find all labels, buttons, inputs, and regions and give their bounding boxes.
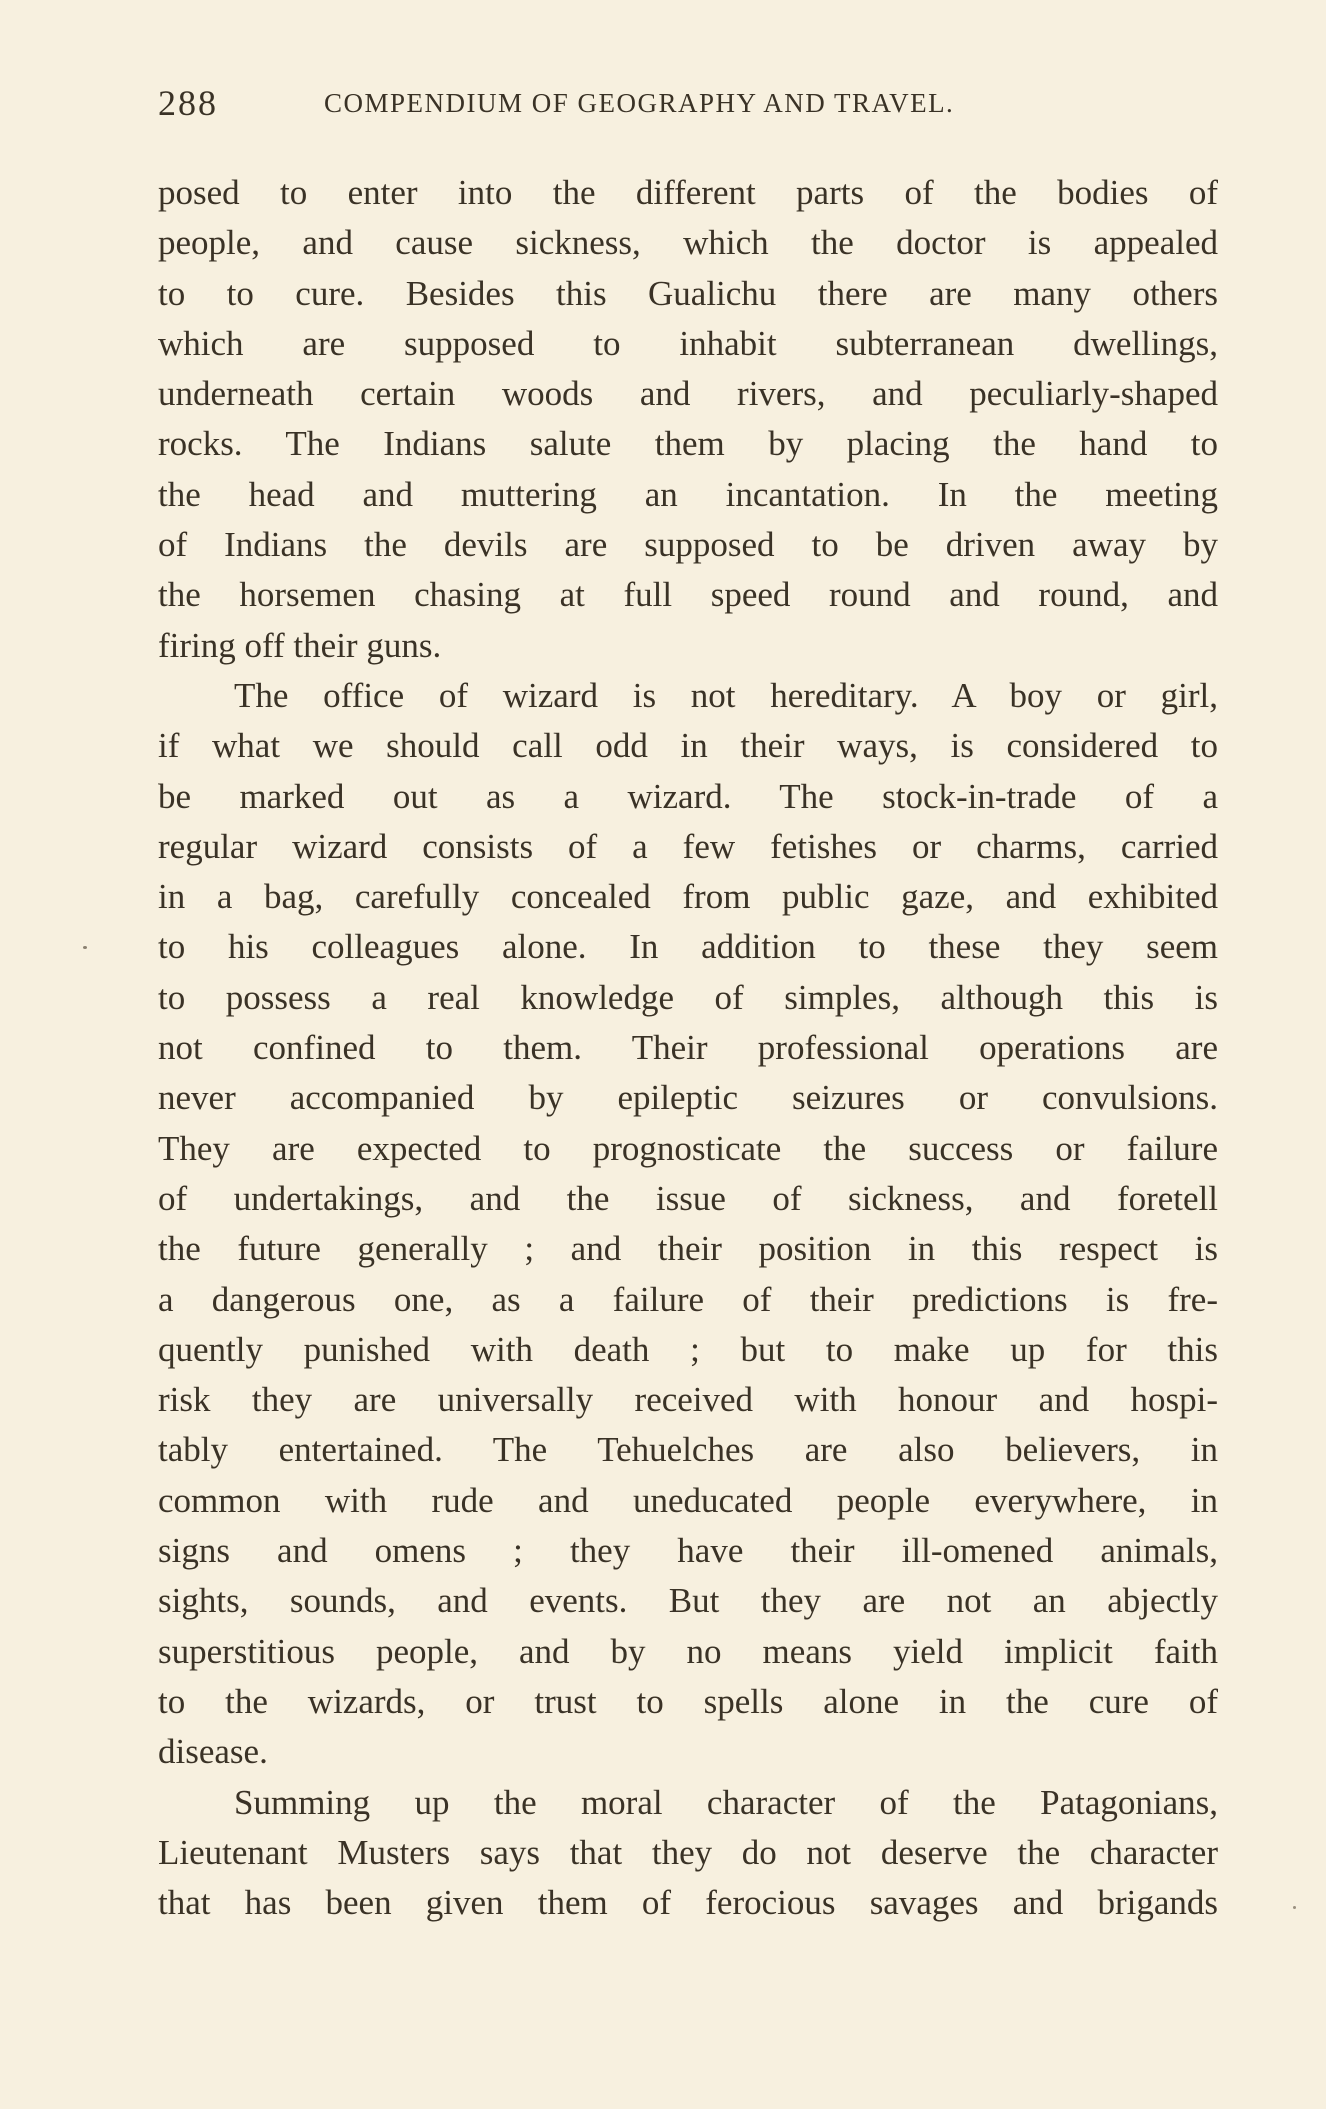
text-line: sights, sounds, and events. But they are not an abjectly — [158, 1581, 1218, 1621]
text-line: tably entertained. The Tehuelches are also believers, in — [158, 1430, 1218, 1470]
paper-speck — [1293, 1906, 1296, 1909]
text-line: that has been given them of ferocious savages and brigands — [158, 1883, 1218, 1923]
paragraph-end-line: disease. — [158, 1732, 268, 1772]
text-line: to possess a real knowledge of simples, although this is — [158, 977, 1218, 1017]
paper-speck — [83, 946, 87, 949]
text-line: They are expected to prognosticate the success or failure — [158, 1128, 1218, 1168]
text-line: to his colleagues alone. In addition to these they seem — [158, 927, 1218, 967]
text-line: risk they are universally received with honour and hospi- — [158, 1380, 1218, 1420]
text-line: a dangerous one, as a failure of their predictions is fre- — [158, 1279, 1218, 1319]
text-line: to to cure. Besides this Gualichu there are many others — [158, 273, 1218, 313]
page-number: 288 — [158, 83, 218, 123]
text-line: rocks. The Indians salute them by placing the hand to — [158, 424, 1218, 464]
text-line: quently punished with death ; but to make up for this — [158, 1329, 1218, 1369]
text-line: the head and muttering an incantation. In the meeting — [158, 474, 1218, 514]
text-line: in a bag, carefully concealed from public gaze, and exhibited — [158, 877, 1218, 917]
running-head: COMPENDIUM OF GEOGRAPHY AND TRAVEL. — [324, 88, 955, 118]
text-line: the future generally ; and their position in this respect is — [158, 1229, 1218, 1269]
text-line: of undertakings, and the issue of sickness, and foretell — [158, 1178, 1218, 1218]
page-header — [158, 82, 1218, 130]
paragraph-start-line: The office of wizard is not hereditary. A boy or girl, — [234, 675, 1218, 715]
text-line: not confined to them. Their professional operations are — [158, 1028, 1218, 1068]
paragraph-end-line: firing off their guns. — [158, 625, 442, 665]
text-line: signs and omens ; they have their ill-omened animals, — [158, 1531, 1218, 1571]
text-line: the horsemen chasing at full speed round and round, and — [158, 575, 1218, 615]
text-line: superstitious people, and by no means yield implicit faith — [158, 1631, 1218, 1671]
text-line: regular wizard consists of a few fetishes or charms, carried — [158, 826, 1218, 866]
text-line: never accompanied by epileptic seizures or convulsions. — [158, 1078, 1218, 1118]
text-line: which are supposed to inhabit subterranean dwellings, — [158, 323, 1218, 363]
text-line: to the wizards, or trust to spells alone in the cure of — [158, 1681, 1218, 1721]
text-line: people, and cause sickness, which the doctor is appealed — [158, 223, 1218, 263]
text-line: Lieutenant Musters says that they do not deserve the character — [158, 1832, 1218, 1872]
text-line: posed to enter into the different parts of the bodies of — [158, 173, 1218, 212]
text-line: be marked out as a wizard. The stock-in-trade of a — [158, 776, 1218, 816]
text-line: underneath certain woods and rivers, and peculiarly-shaped — [158, 374, 1218, 414]
body-text — [158, 168, 1218, 1928]
text-line: of Indians the devils are supposed to be driven away by — [158, 525, 1218, 565]
text-line: common with rude and uneducated people everywhere, in — [158, 1480, 1218, 1520]
paragraph-start-line: Summing up the moral character of the Patagonians, — [234, 1782, 1218, 1822]
text-line: if what we should call odd in their ways, is considered to — [158, 726, 1218, 766]
